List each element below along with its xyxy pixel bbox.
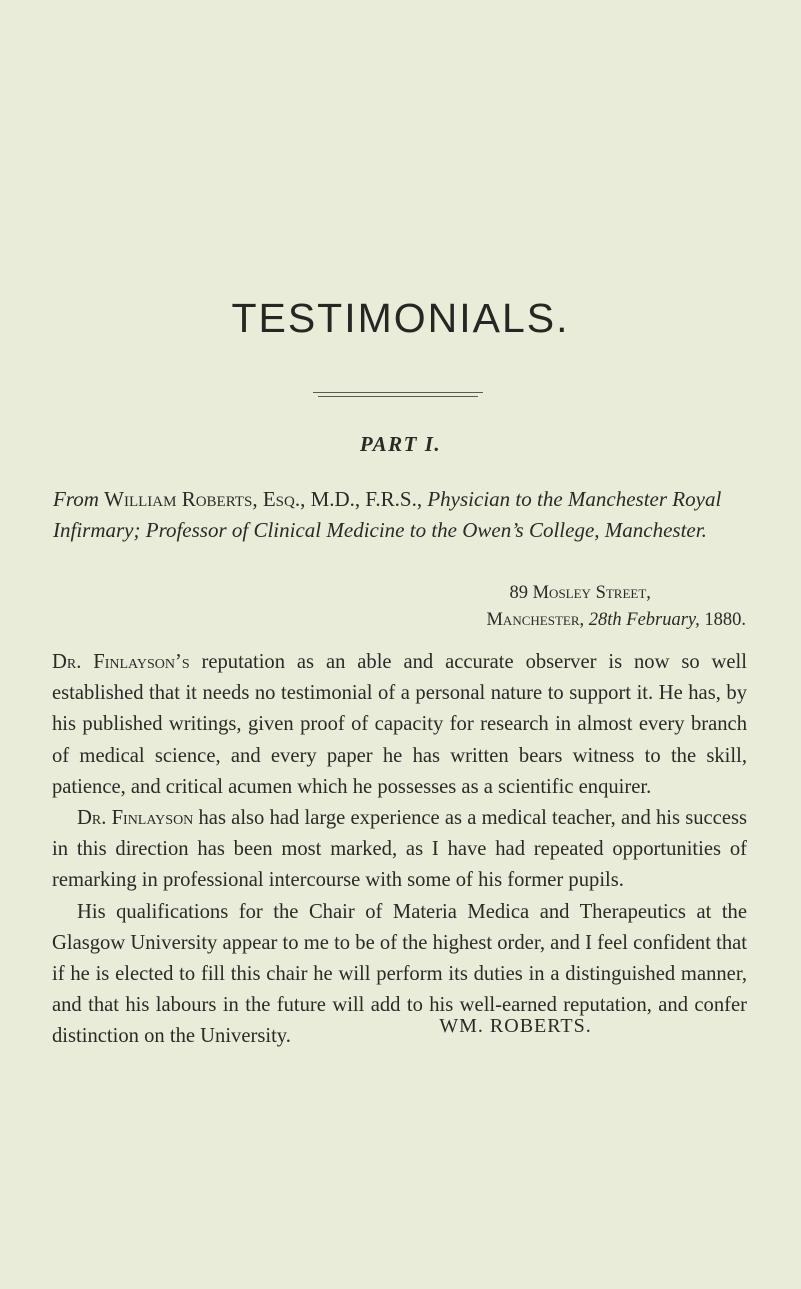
body-paragraph-2 bbox=[52, 803, 747, 897]
title-divider-secondary bbox=[318, 396, 478, 397]
letter-body bbox=[52, 647, 747, 1053]
paragraph-lead-2: Dr. Finlayson bbox=[77, 807, 194, 830]
signature: WM. ROBERTS. bbox=[439, 1015, 592, 1037]
from-prefix: From bbox=[53, 487, 99, 511]
body-paragraph-1 bbox=[52, 647, 747, 803]
testimonial-attribution bbox=[53, 484, 753, 546]
letter-date: 28th February, bbox=[588, 610, 700, 630]
body-paragraph-3: His qualifications for the Chair of Materia Medica and Therapeutics at the Glasgow University appear to me to be of the highest order, and I feel confident that if he is elected to fill this chair he will perform its duties in a distinguished manner, and that his labours in the future will add to his well-earned reputation, and confer distinction on the University. bbox=[52, 900, 747, 1048]
author-name: William Roberts, Esq., M.D., F.R.S., bbox=[104, 487, 423, 511]
letter-year: 1880. bbox=[704, 610, 746, 630]
author-role-rest: the Manchester Royal Infirmary; Professor of Clinical Medicine to the Owen’s College, Manchester. bbox=[53, 487, 722, 542]
author-role-start: Physician to bbox=[427, 487, 532, 511]
letter-address bbox=[486, 580, 746, 634]
paragraph-lead-1: Dr. Finlayson’s bbox=[52, 651, 190, 673]
page-title: TESTIMONIALS. bbox=[231, 295, 570, 341]
paragraph-text-2: has also had large experience as a medical teacher, and his success in this direction has been most marked, as I have had repeated opportunities of remarking in professional intercourse with some of his former pupils. bbox=[52, 807, 747, 892]
title-divider bbox=[313, 392, 483, 393]
city: Manchester, bbox=[486, 610, 585, 630]
part-heading: PART I. bbox=[359, 432, 442, 456]
city-date-line bbox=[486, 607, 746, 634]
street-address: 89 Mosley Street, bbox=[509, 583, 651, 603]
paragraph-text-1: reputation as an able and accurate observer is now so well established that it needs no testimonial of a personal nature to support it. He has, by his published writings, given proof of capacity for research in almost every branch of medical science, and every paper he has written bears witness to the skill, patience, and critical acumen which he possesses as a scientific enquirer. bbox=[52, 651, 748, 798]
